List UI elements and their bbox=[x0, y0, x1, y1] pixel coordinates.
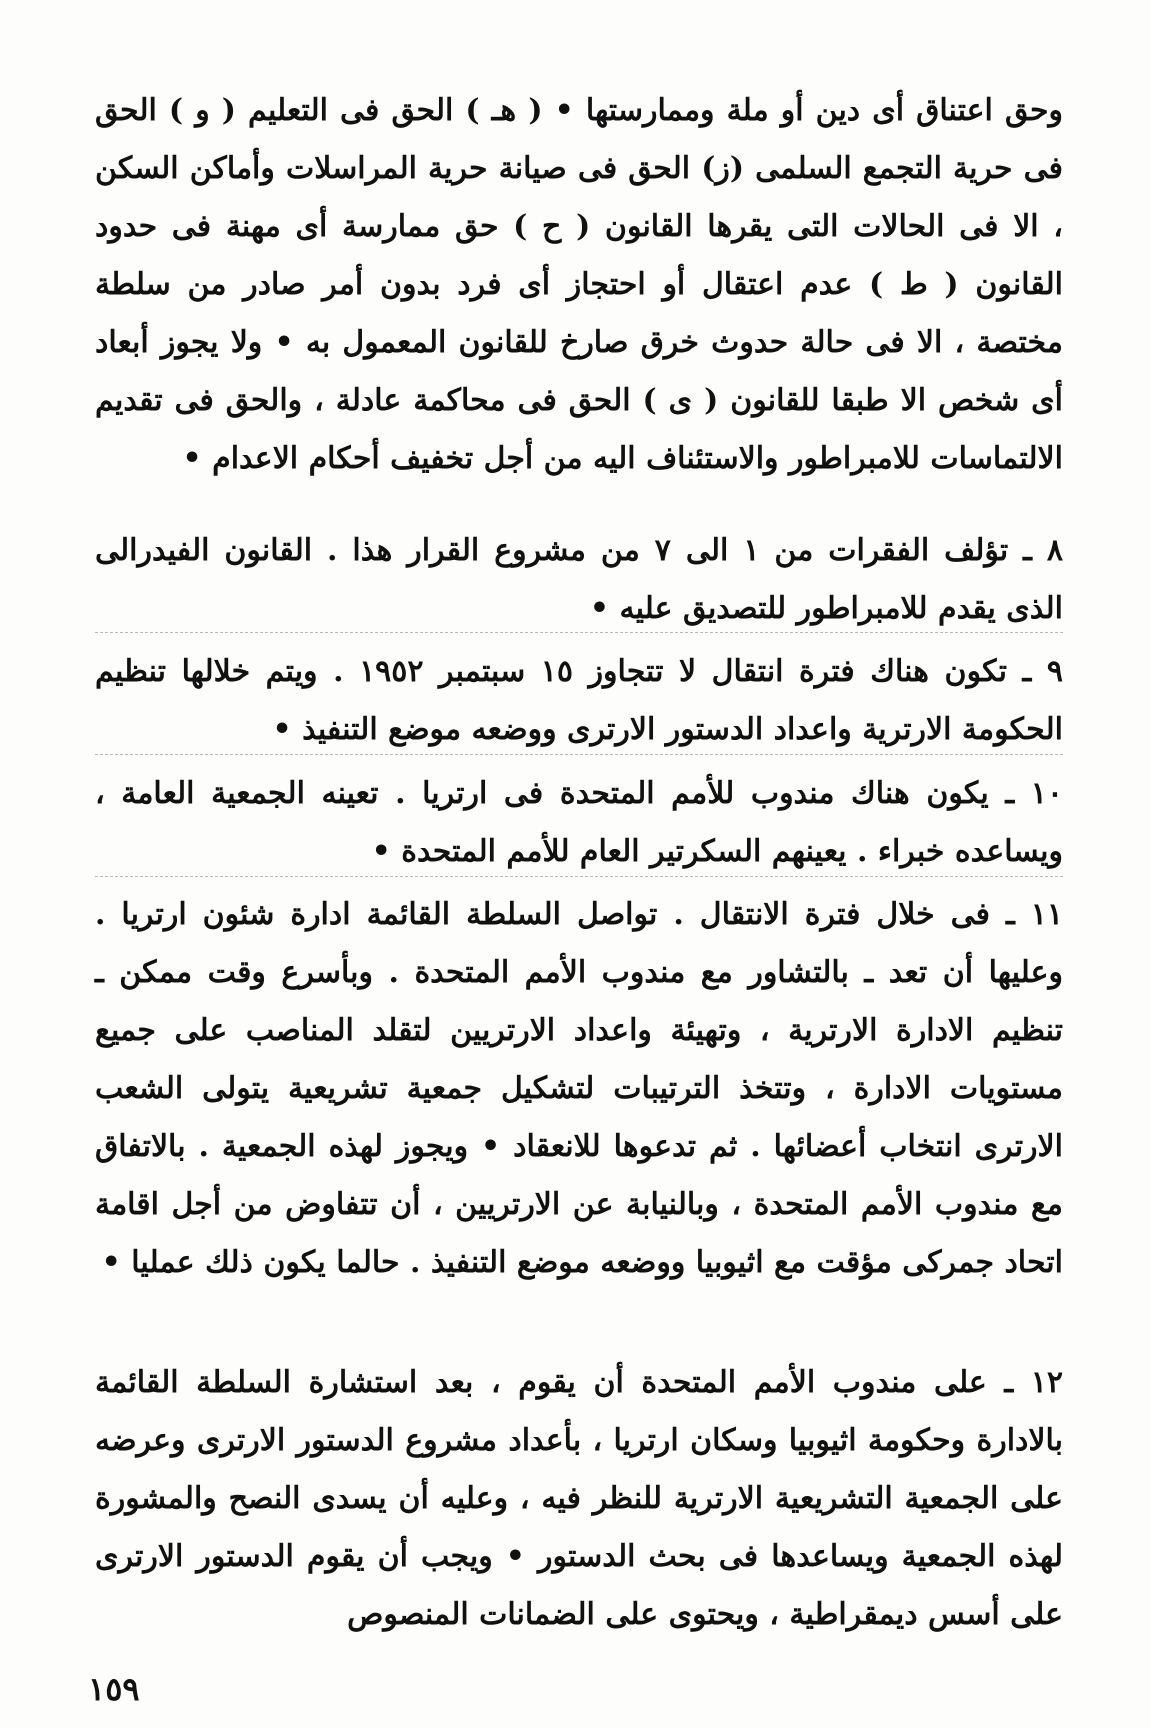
paragraph-intro-rights: وحق اعتناق أى دين أو ملة وممارستها • ( هـ ) الحق فى التعليم ( و ) الحق فى حرية التجمع السلمى (ز) الحق فى صيانة حرية المراسلات وأماكن السكن ، الا فى الحالات التى يقرها القانون ( ح ) حق ممارسة أى مهنة فى حدود القانون ( ط ) عدم اعتقال أو احتجاز أى فرد بدون أمر صادر من سلطة مختصة ، الا فى حالة حدوث خرق صارخ للقانون المعمول به • ولا يجوز أبعاد أى شخص الا طبقا للقانون ( ى ) الحق فى محاكمة عادلة ، والحق فى تقديم الالتماسات للامبراطور والاستئناف اليه من أجل تخفيف أحكام الاعدام • bbox=[95, 93, 1063, 476]
paragraph-divider bbox=[95, 754, 1063, 755]
paragraph-10: ١٠ ـ يكون هناك مندوب للأمم المتحدة فى ارتريا . تعينه الجمعية العامة ، ويساعده خبراء . يعينهم السكرتير العام للأمم المتحدة • bbox=[95, 776, 1063, 869]
paragraph-12: ١٢ ـ على مندوب الأمم المتحدة أن يقوم ، بعد استشارة السلطة القائمة بالادارة وحكومة اثيوبيا وسكان ارتريا ، بأعداد مشروع الدستور الارترى وعرضه على الجمعية التشريعية الارترية للنظر فيه ، وعليه أن يسدى النصح والمشورة لهذه الجمعية ويساعدها فى بحث الدستور • ويجب أن يقوم الدستور الارترى على أسس ديمقراطية ، ويحتوى على الضمانات المنصوص bbox=[95, 1365, 1063, 1632]
paragraph-divider bbox=[95, 632, 1063, 633]
paragraph-divider bbox=[95, 876, 1063, 877]
paragraph-9: ٩ ـ تكون هناك فترة انتقال لا تتجاوز ١٥ سبتمبر ١٩٥٢ . ويتم خلالها تنظيم الحكومة الارترية واعداد الدستور الارترى ووضعه موضع التنفيذ • bbox=[95, 654, 1063, 747]
paragraph-11: ١١ ـ فى خلال فترة الانتقال . تواصل السلطة القائمة ادارة شئون ارتريا . وعليها أن تعد ـ بالتشاور مع مندوب الأمم المتحدة . وبأسرع وقت ممكن ـ تنظيم الادارة الارترية ، وتهيئة واعداد الارتريين لتقلد المناصب على جميع مستويات الادارة ، وتتخذ الترتيبات لتشكيل جمعية تشريعية يتولى الشعب الارترى انتخاب أعضائها . ثم تدعوها للانعقاد • ويجوز لهذه الجمعية . بالاتفاق مع مندوب الأمم المتحدة ، وبالنيابة عن الارتريين ، أن تتفاوض من أجل اقامة اتحاد جمركى مؤقت مع اثيوبيا ووضعه موضع التنفيذ . حالما يكون ذلك عمليا • bbox=[95, 897, 1063, 1280]
page-number: ١٥٩ bbox=[88, 1670, 140, 1708]
paragraph-8: ٨ ـ تؤلف الفقرات من ١ الى ٧ من مشروع القرار هذا . القانون الفيدرالى الذى يقدم للامبراطور للتصديق عليه • bbox=[95, 533, 1064, 626]
